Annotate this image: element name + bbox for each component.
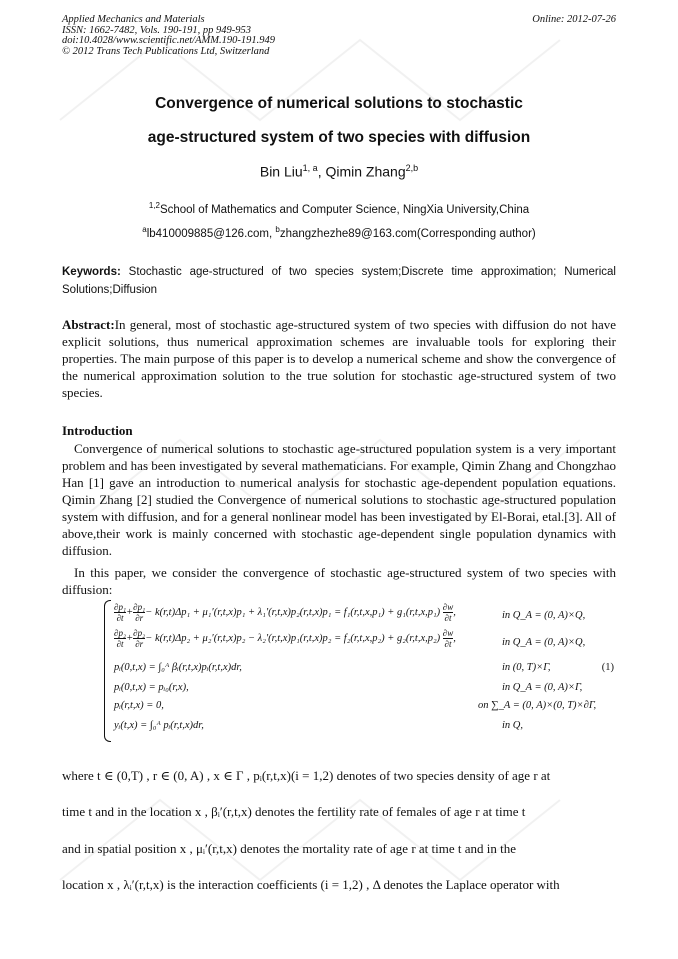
affiliation-text: School of Mathematics and Computer Science, NingXia University,China xyxy=(159,203,530,216)
paper-title-line1: Convergence of numerical solutions to stochastic xyxy=(155,95,523,112)
online-date: Online: 2012-07-26 xyxy=(532,14,616,25)
equation-line-3: pᵢ(0,t,x) = ∫₀ᴬ βᵢ(r,t,x)pᵢ(r,t,x)dr, xyxy=(114,662,242,673)
equation-line-1: $\frac{\text{∂p₁}}{\partial t}$ + $\frac{\text{∂p₁}}{\partial r}$ − k(r,t)Δp₁ + μ₁′(r,t,x)p₁ + λ₁′(r,t,x)p₂(r,t,x)p₁ = f₁(r,t,x,p₁) + g₁(r,t,x,p₁) $\frac{\partial w}{\partial t}$ , xyxy=(114,602,456,623)
email-a-sup: a xyxy=(142,225,147,234)
eq-2-text: − k(r,t)Δp₂ + μ₂′(r,t,x)p₂ − λ₂′(r,t,x)p₁(r,t,x)p₂ = f₂(r,t,x,p₂) + g₂(r,t,x,p₂) xyxy=(145,632,441,644)
equation-line-6: yᵢ(t,x) = ∫₀ᴬ pᵢ(r,t,x)dr, xyxy=(114,720,204,731)
equation-cond-4: in Q_A = (0, A)×Γ, xyxy=(502,682,583,693)
equation-number: (1) xyxy=(601,662,614,673)
keywords-text: Stochastic age-structured of two species system;Discrete time approximation; Numerical Solutions;Diffusion xyxy=(62,266,616,296)
where-line-4: location x , λᵢ′(r,t,x) is the interaction coefficients (i = 1,2) , Δ denotes the Laplace operator with xyxy=(62,877,560,892)
equation-cond-6: in Q, xyxy=(502,720,523,731)
eq-1-text: − k(r,t)Δp₁ + μ₁′(r,t,x)p₁ + λ₁′(r,t,x)p₂(r,t,x)p₁ = f₁(r,t,x,p₁) + g₁(r,t,x,p₁) xyxy=(145,606,441,618)
author-2-sup: 2,b xyxy=(405,163,419,173)
emails xyxy=(62,225,616,240)
paper-title-line2: age-structured system of two species with diffusion xyxy=(147,129,531,146)
intro-heading: Introduction xyxy=(62,423,133,438)
journal-name: Applied Mechanics and Materials xyxy=(62,14,205,25)
intro-paragraph-2 xyxy=(62,564,616,598)
intro-p2-text: In this paper, we consider the convergence of stochastic age-structured system of two species with diffusion: xyxy=(62,565,616,597)
affiliation xyxy=(62,201,616,216)
copyright: © 2012 Trans Tech Publications Ltd, Switzerland xyxy=(62,45,270,57)
email-b: zhangzhezhe89@163.com(Corresponding author) xyxy=(279,227,536,240)
keywords xyxy=(62,263,616,299)
doi: doi:10.4028/www.scientific.net/AMM.190-191.949 xyxy=(62,35,275,46)
equation-system xyxy=(104,600,616,740)
equation-cond-5: on ∑_A = (0, A)×(0, T)×∂Γ, xyxy=(478,700,597,711)
equation-brace xyxy=(104,600,111,742)
email-a: lb410009885@126.com, xyxy=(146,227,276,240)
journal-header xyxy=(62,15,275,57)
author-1-sup: 1, a xyxy=(302,163,318,173)
where-line-2: time t and in the location x , βᵢ′(r,t,x) denotes the fertility rate of females of age r at time t xyxy=(62,804,526,819)
keywords-label: Keywords: xyxy=(62,266,121,278)
intro-paragraph-1 xyxy=(62,440,616,559)
authors: Bin Liu$^{1, a}$, Qimin Zhang$^{2,b}$ xyxy=(259,163,419,180)
equation-line-5: pᵢ(r,t,x) = 0, xyxy=(114,700,164,711)
abstract-label: Abstract: xyxy=(62,317,115,332)
intro-p1-text: Convergence of numerical solutions to stochastic age-structured population system is a very important problem and has been investigated by several mathematicians. For example, Qimin Zhang and Chongzhao Han [1] gave an introduction to numerical analysis for stochastic age-dependent population equations. Qimin Zhang [2] studied the Convergence of numerical solutions to stochastic age-structured population system with diffusion, and for a general nonlinear model has been investigated by El-Borai, etal.[3]. All of above,their work is mainly concerned with stochastic age-dependent single population dynamics with diffusion. xyxy=(62,441,616,558)
abstract-text: In general, most of stochastic age-structured system of two species with diffusion do not have explicit solutions, thus numerical approximation schemes are invaluable tools for exploring their properties. The main purpose of this paper is to develop a numerical scheme and show the convergence of the numerical approximation solution to the true solution for stochastic age-structured system of two species. xyxy=(62,317,616,400)
email-b-sup: b xyxy=(275,225,280,234)
equation-cond-2: in Q_A = (0, A)×Q, xyxy=(502,637,586,648)
author-1: Bin Liu xyxy=(259,163,303,180)
issn: ISSN: 1662-7482, Vols. 190-191, pp 949-953 xyxy=(62,24,251,36)
equation-line-4: pᵢ(0,t,x) = pᵢ₀(r,x), xyxy=(114,682,189,693)
author-2: Qimin Zhang xyxy=(325,163,406,180)
equation-cond-3: in (0, T)×Γ, xyxy=(502,662,551,673)
abstract xyxy=(62,316,616,401)
affiliation-sup: 1,2 xyxy=(148,201,160,210)
equation-line-2: $\frac{\text{∂p₂}}{\partial t}$ + $\frac{\text{∂p₂}}{\partial r}$ − k(r,t)Δp₂ + μ₂′(r,t,x)p₂ − λ₂′(r,t,x)p₁(r,t,x)p₂ = f₂(r,t,x,p₂) + g₂(r,t,x,p₂) $\frac{\partial w}{\partial t}$ , xyxy=(114,628,456,649)
where-line-1: where t ∈ (0,T) , r ∈ (0, A) , x ∈ Γ , pᵢ(r,t,x)(i = 1,2) denotes of two species density of age r at xyxy=(62,768,551,783)
where-line-3: and in spatial position x , μᵢ′(r,t,x) denotes the mortality rate of age r at time t and in the xyxy=(62,841,517,856)
equation-cond-1: in Q_A = (0, A)×Q, xyxy=(502,610,586,621)
